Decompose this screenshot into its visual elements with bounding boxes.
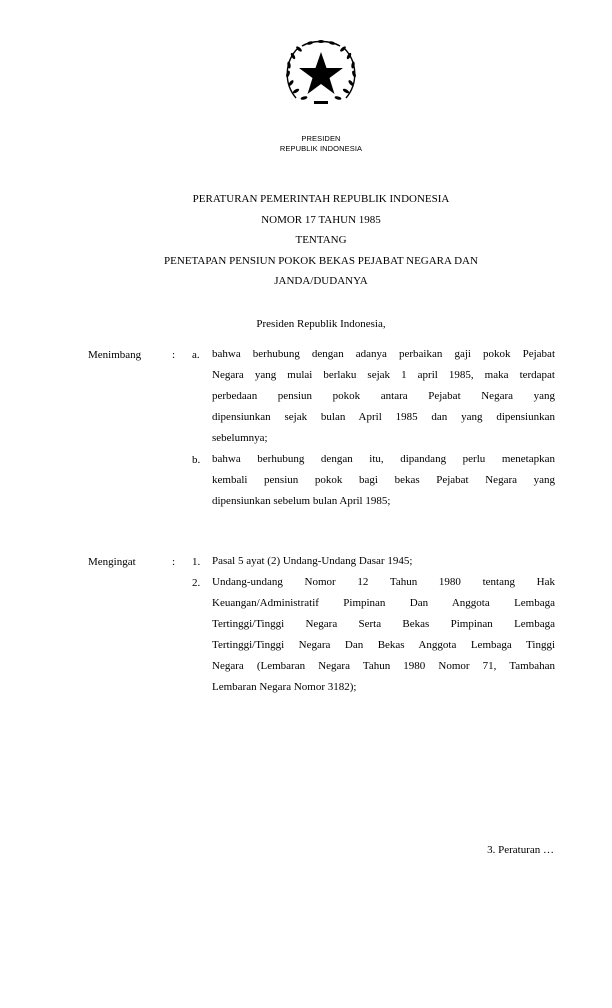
text-line: Tertinggi/Tinggi Negara Dan Bekas Anggota Lembaga Tinggi <box>212 639 555 651</box>
text-line: kembali pensiun pokok bagi bekas Pejabat Negara yang <box>212 474 555 486</box>
title-line: PENETAPAN PENSIUN POKOK BEKAS PEJABAT NEGARA DAN <box>164 254 478 267</box>
title-line: TENTANG <box>295 234 347 246</box>
item-marker: a. <box>192 349 200 361</box>
title-line: NOMOR 17 TAHUN 1985 <box>261 213 381 226</box>
text-line: Lembaran Negara Nomor 3182); <box>212 681 357 693</box>
garuda-emblem-icon <box>282 38 360 110</box>
mengingat-colon: : <box>172 556 176 568</box>
menimbang-colon: : <box>172 349 176 361</box>
opening-line: Presiden Republik Indonesia, <box>256 318 386 330</box>
text-line: Pasal 5 ayat (2) Undang-Undang Dasar 1945; <box>212 555 413 567</box>
text-line: Keuangan/Administratif Pimpinan Dan Anggota Lembaga <box>212 597 555 609</box>
title-line: PERATURAN PEMERINTAH REPUBLIK INDONESIA <box>192 193 450 205</box>
text-line: dipensiunkan sejak bulan April 1985 dan yang dipensiunkan <box>212 411 555 423</box>
text-line: Undang-undang Nomor 12 Tahun 1980 tentang Hak <box>212 576 555 588</box>
continuation-marker: 3. Peraturan … <box>487 844 554 856</box>
text-line: dipensiunkan sebelum bulan April 1985; <box>212 495 391 507</box>
menimbang-label: Menimbang <box>88 349 142 361</box>
menimbang-item-a <box>212 344 555 449</box>
text-line: perbedaan pensiun pokok antara Pejabat Negara yang <box>212 390 555 402</box>
item-marker: 2. <box>192 577 201 589</box>
mengingat-item-1 <box>212 551 555 572</box>
title-line: JANDA/DUDANYA <box>274 275 368 287</box>
text-line: Tertinggi/Tinggi Negara Serta Bekas Pimpinan Lembaga <box>212 618 555 630</box>
document-title <box>0 189 612 292</box>
text-line: Negara yang mulai berlaku sejak 1 april 1985, maka terdapat <box>212 369 555 381</box>
item-marker: b. <box>192 454 201 466</box>
text-line: bahwa berhubung dengan adanya perbaikan gaji pokok Pejabat <box>212 348 555 360</box>
header-presiden: PRESIDEN <box>301 134 341 143</box>
mengingat-item-2 <box>212 572 555 698</box>
text-line: bahwa berhubung dengan itu, dipandang perlu menetapkan <box>212 453 555 465</box>
text-line: Negara (Lembaran Negara Tahun 1980 Nomor 71, Tambahan <box>212 660 555 672</box>
item-marker: 1. <box>192 556 201 568</box>
mengingat-label: Mengingat <box>88 556 136 568</box>
menimbang-item-b <box>212 449 555 512</box>
header-republik: REPUBLIK INDONESIA <box>279 144 363 153</box>
text-line: sebelumnya; <box>212 432 268 444</box>
